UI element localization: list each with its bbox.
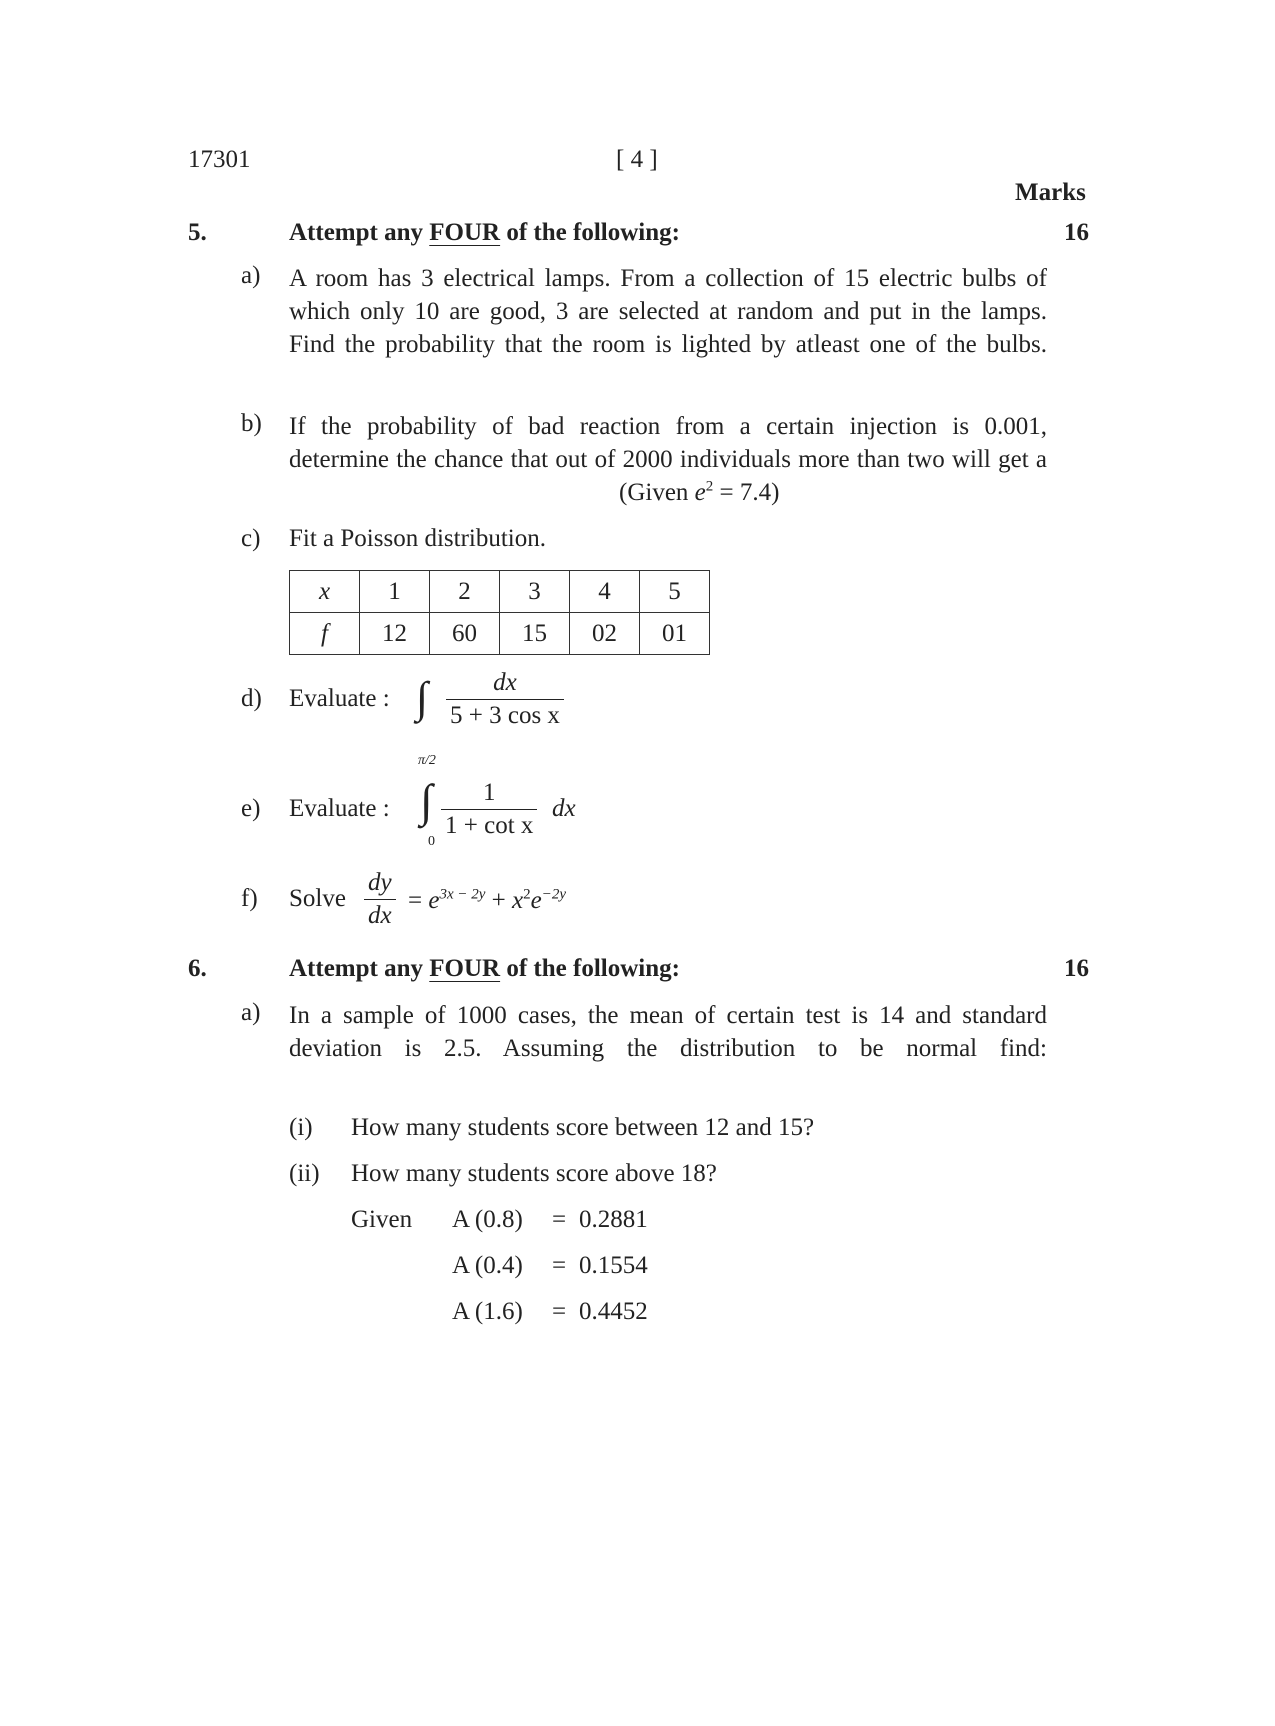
table-cell: 01	[640, 613, 710, 655]
given-lhs: A (0.8)	[452, 1206, 523, 1233]
table-cell: 2	[430, 571, 500, 613]
lower-limit: 0	[428, 834, 435, 849]
q6a-sub-i-text: How many students score between 12 and 15?	[351, 1114, 815, 1141]
table-cell-x-label: x	[290, 571, 360, 613]
q5f-denominator: dx	[364, 899, 396, 930]
q5e-fraction	[441, 779, 537, 840]
q6a-sub-ii-text: How many students score above 18?	[351, 1160, 717, 1187]
q5e-differential: dx	[552, 795, 576, 822]
given-equals: =	[552, 1252, 567, 1279]
integral-sign: ∫	[420, 775, 433, 826]
q5d-numerator: dx	[493, 669, 517, 696]
marks-heading: Marks	[1015, 179, 1086, 206]
table-cell: 15	[500, 613, 570, 655]
q5e-prefix: Evaluate :	[289, 795, 390, 822]
q5d-prefix: Evaluate :	[289, 685, 390, 712]
q5f-rhs: = $e^{3x - 2y} + x^2e^{-2y}$	[408, 886, 567, 914]
table-row-f	[290, 613, 710, 655]
table-cell: 02	[570, 613, 640, 655]
q5f-numerator: dy	[368, 869, 392, 896]
question-5-marks: 16	[1064, 219, 1089, 246]
question-6-number: 6.	[188, 955, 207, 982]
q6a-sub-ii-label: (ii)	[289, 1160, 320, 1187]
given-lhs: A (1.6)	[452, 1298, 523, 1325]
q5b-text: If the probability of bad reaction from a certain injection is 0.001, determine the chance that out of 2000 individuals more than two will get a	[289, 413, 1047, 473]
q5f-fraction	[364, 869, 396, 930]
table-cell: 60	[430, 613, 500, 655]
q5b-given: (Given $e^2 = 7.4$)	[619, 478, 780, 506]
q5f-label: f)	[241, 885, 258, 912]
table-cell: 12	[360, 613, 430, 655]
q5a-text: A room has 3 electrical lamps. From a collection of 15 electric bulbs of which only 10 are good, 3 are selected at random and put in the lamps. Find the probability that the room is lighted by atleast one of the bulbs.	[289, 265, 1047, 358]
upper-limit: π/2	[418, 753, 436, 768]
given-rhs: 0.4452	[579, 1298, 648, 1325]
table-cell: 1	[360, 571, 430, 613]
table-cell: 4	[570, 571, 640, 613]
given-rhs: 0.2881	[579, 1206, 648, 1233]
page-number: [ 4 ]	[616, 146, 658, 173]
q5c-text: Fit a Poisson distribution.	[289, 525, 546, 552]
given-equals: =	[552, 1206, 567, 1233]
q5e-denominator: 1 + cot x	[441, 809, 537, 840]
question-5-number: 5.	[188, 219, 207, 246]
q5b-label: b)	[241, 410, 262, 437]
paper-code: 17301	[188, 146, 251, 173]
poisson-table	[289, 570, 710, 655]
given-label: Given	[351, 1206, 413, 1233]
table-cell: 3	[500, 571, 570, 613]
q6a-sub-i-label: (i)	[289, 1114, 313, 1141]
given-equals: =	[552, 1298, 567, 1325]
table-row-x	[290, 571, 710, 613]
q5d-fraction	[446, 669, 564, 730]
q5a-label: a)	[241, 262, 261, 289]
integral-sign: ∫	[416, 673, 429, 722]
given-rhs: 0.1554	[579, 1252, 648, 1279]
question-6-instruction: Attempt any FOUR of the following:	[289, 955, 680, 982]
q5d-label: d)	[241, 685, 262, 712]
q5c-label: c)	[241, 525, 261, 552]
q5e-label: e)	[241, 795, 261, 822]
q5e-numerator: 1	[482, 779, 496, 806]
question-6-marks: 16	[1064, 955, 1089, 982]
table-cell-f-label: f	[290, 613, 360, 655]
q5f-prefix: Solve	[289, 885, 346, 912]
given-lhs: A (0.4)	[452, 1252, 523, 1279]
question-5-instruction: Attempt any FOUR of the following:	[289, 219, 680, 246]
q6a-label: a)	[241, 999, 261, 1026]
q5d-denominator: 5 + 3 cos x	[446, 699, 564, 730]
table-cell: 5	[640, 571, 710, 613]
q6a-text: In a sample of 1000 cases, the mean of certain test is 14 and standard deviation is 2.5. Assuming the distribution to be normal find:	[289, 1002, 1047, 1062]
